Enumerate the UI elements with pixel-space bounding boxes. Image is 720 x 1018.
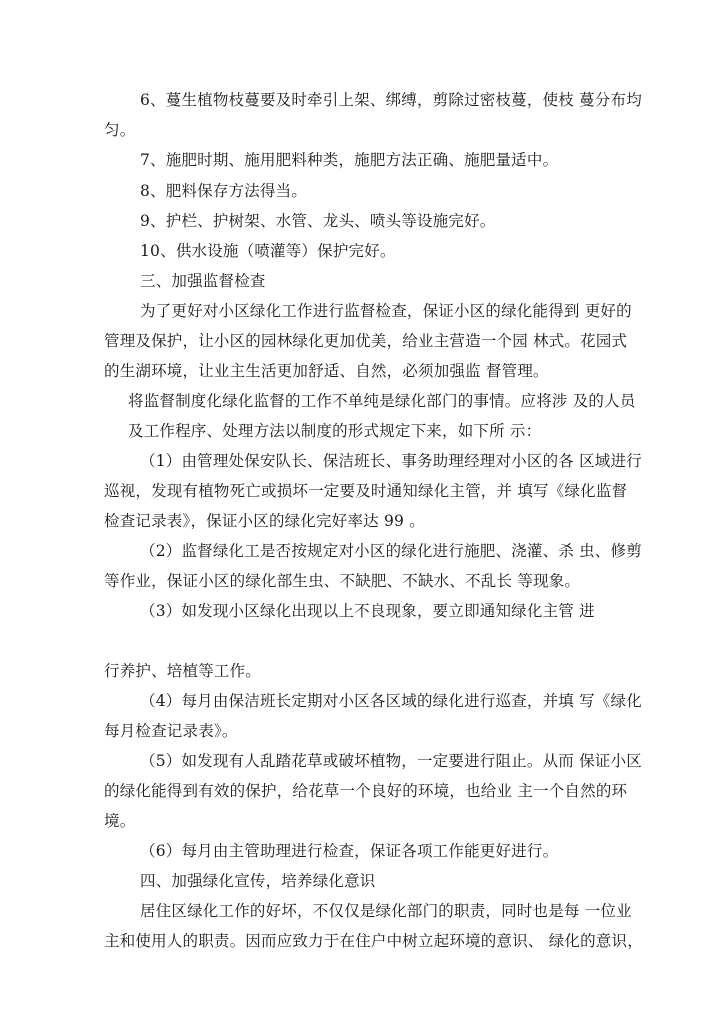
text-line-sub-5-end: 境。: [104, 812, 136, 830]
text-line-sub-2-end: 等作业，保证小区的绿化部生虫、不缺肥、不缺水、不乱长 等现象。: [104, 572, 581, 590]
text-line-item-7: 7、施肥时期、施用肥料种类，施肥方法正确、施肥量适中。: [140, 151, 559, 169]
text-line-sub-3: （3）如发现小区绿化出现以上不良现象，要立即通知绿化主管 进: [140, 602, 595, 620]
text-line-sub-1: （1）由管理处保安队长、保洁班长、事务助理经理对小区的各 区域进行: [140, 452, 642, 470]
text-line-para-1: 为了更好对小区绿化工作进行监督检查，保证小区的绿化能得到 更好的: [140, 302, 632, 320]
text-line-sub-5-cont: 的绿化能得到有效的保护，给花草一个良好的环境，也给业 主一个自然的环: [104, 782, 628, 800]
text-line-sub-4: （4）每月由保洁班长定期对小区各区域的绿化进行巡查，并填 写《绿化: [140, 692, 642, 710]
text-line-para-1-end: 的生湖环境，让业主生活更加舒适、自然，必须加强监 督管理。: [104, 362, 549, 380]
text-line-para-2-end: 及工作程序、处理方法以制度的形式规定下来，如下所 示：: [128, 422, 542, 440]
section-heading-3: 三、加强监督检查: [140, 272, 266, 290]
text-line-item-6: 6、蔓生植物枝蔓要及时牵引上架、绑缚，剪除过密枝蔓，使枝 蔓分布均: [140, 91, 642, 109]
text-line-sub-4-end: 每月检查记录表》。: [104, 722, 238, 740]
text-line-para-2: 将监督制度化绿化监督的工作不单纯是绿化部门的事情。应将涉 及的人员: [128, 392, 636, 410]
text-line-item-10: 10、供水设施（喷灌等）保护完好。: [140, 242, 396, 260]
text-line-sub-6: （6）每月由主管助理进行检查，保证各项工作能更好进行。: [140, 842, 559, 860]
text-line-item-8: 8、肥料保存方法得当。: [140, 182, 308, 200]
text-line-item-9: 9、护栏、护树架、水管、龙头、喷头等设施完好。: [140, 212, 496, 230]
text-line-sub-2: （2）监督绿化工是否按规定对小区的绿化进行施肥、浇灌、杀 虫、修剪: [140, 542, 642, 560]
text-line-sub-1-end: 检查记录表》，保证小区的绿化完好率达 99 。: [104, 512, 425, 530]
text-line-item-6-cont: 匀。: [104, 121, 136, 139]
text-line-para-1-cont: 管理及保护，让小区的园林绿化更加优美，给业主营造一个园 林式。花园式: [104, 332, 628, 350]
text-line-sub-3-end: 行养护、培植等工作。: [104, 662, 262, 680]
section-heading-4: 四、加强绿化宣传，培养绿化意识: [140, 872, 376, 890]
text-line-sub-1-cont: 巡视，发现有植物死亡或损坏一定要及时通知绿化主管，并 填写《绿化监督: [104, 482, 628, 500]
text-line-sub-5: （5）如发现有人乱踏花草或破坏植物，一定要进行阻止。从而 保证小区: [140, 752, 642, 770]
text-line-para-3: 居住区绿化工作的好坏，不仅仅是绿化部门的职责，同时也是每 一位业: [140, 902, 632, 920]
text-line-para-3-cont: 主和使用人的职责。因而应致力于在住户中树立起环境的意识、 绿化的意识，: [104, 932, 643, 950]
